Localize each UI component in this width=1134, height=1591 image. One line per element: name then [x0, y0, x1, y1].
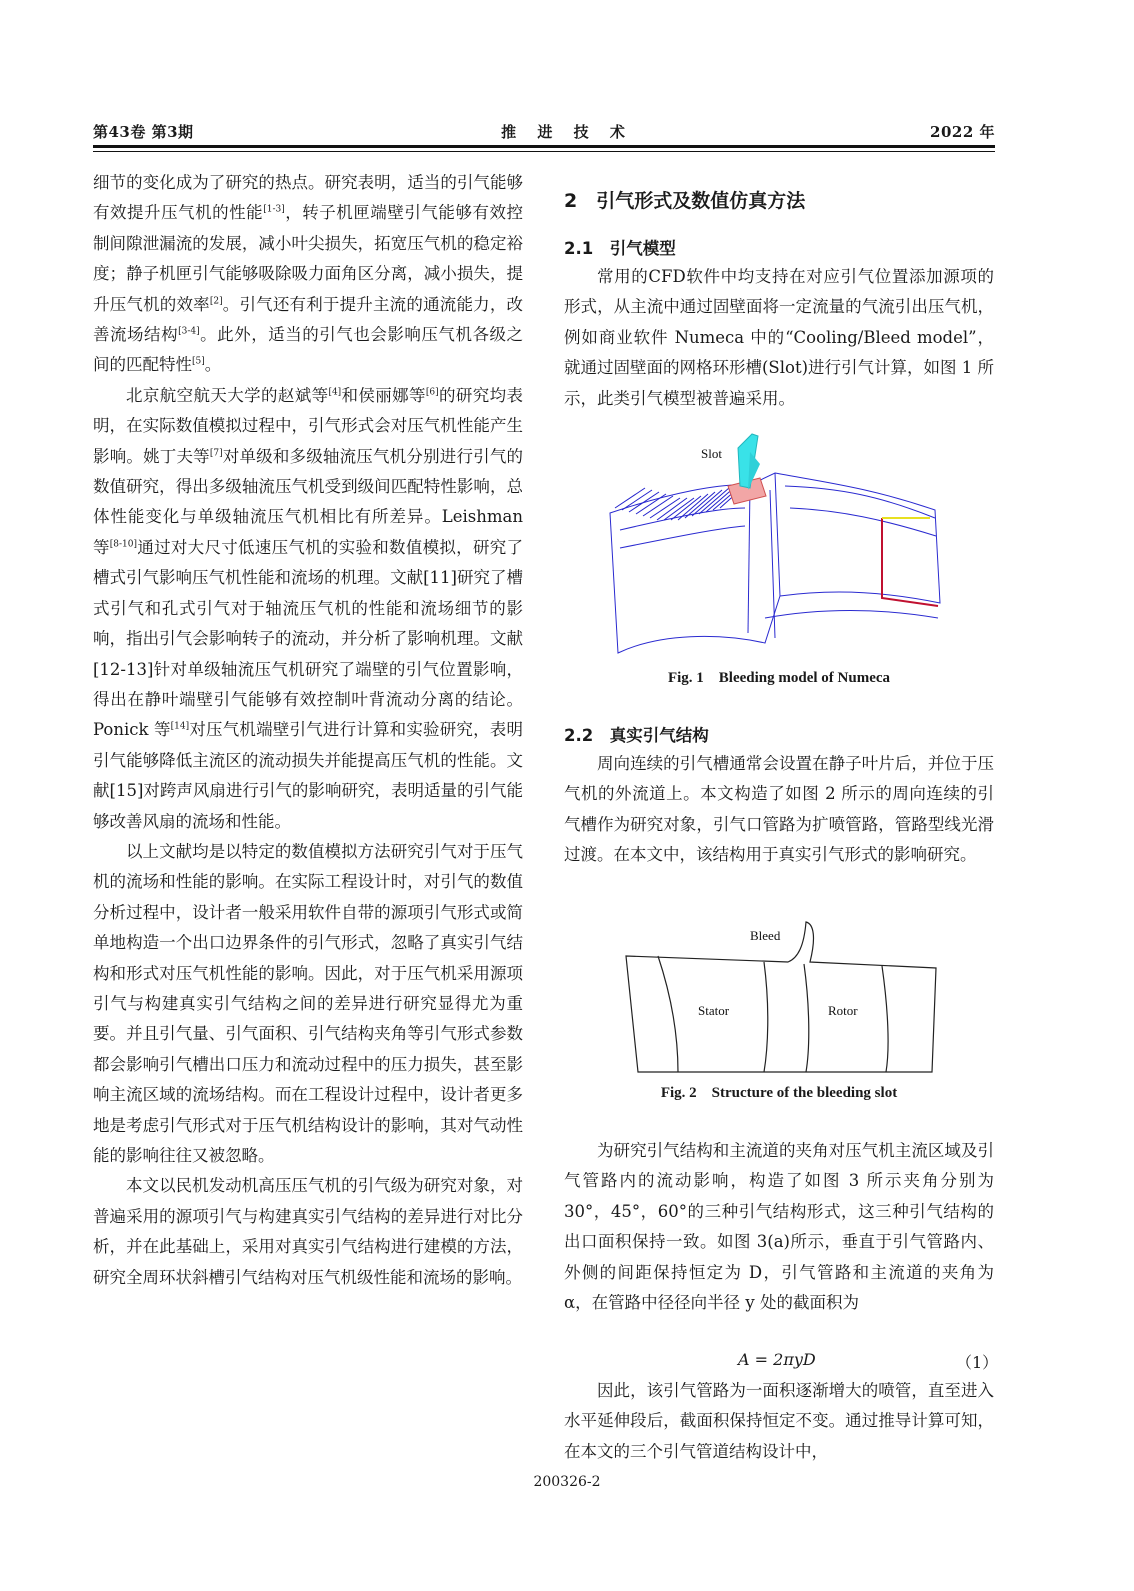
citation: [5] — [192, 356, 205, 367]
left-paragraph-2: 北京航空航天大学的赵斌等[4]和侯丽娜等[6]的研究均表明，在实际数值模拟过程中，引气形式会对压气机性能产生影响。姚丁夫等[7]对单级和多级轴流压气机分别进行引气的数值研究，得出多级轴流压气机受到级间匹配特性影响，总体性能变化与单级轴流压气机相比有所差异。Leishman 等[8-10]通过对大尺寸低速压气机的实验和数值模拟，研究了槽式引气影响压气机性能和流场的机理。文献[11]研究了槽式引气和孔式引气对于轴流压气机的性能和流场细节的影响，指出引气会影响转子的流动，并分析了影响机理。文献[12-13]针对单级轴流压气机研究了端壁的引气位置影响，得出在静叶端壁引气能够有效控制叶背流动分离的结论。Ponick 等[14]对压气机端壁引气进行计算和实验研究，表明引气能够降低主流区的流动损失并能提高压气机的性能。文献[15]对跨声风扇进行引气的影响研究，表明适量的引气能够改善风扇的流场和性能。 — [93, 385, 524, 831]
figure-1-bleeding-model — [600, 428, 960, 663]
subsection-2-2-text: 周向连续的引气槽通常会设置在静子叶片后，并位于压气机的外流道上。本文构造了如图 2 所示的周向连续的引气槽作为研究对象，引气口管路为扩喷管路，管路型线光滑过渡。在本文中，该结构用于真实引气形式的影响研究。 — [564, 754, 994, 865]
citation: [7] — [209, 448, 223, 459]
figure-2-caption: Fig. 2 Structure of the bleeding slot — [660, 1085, 898, 1101]
right-column-last — [564, 1376, 994, 1467]
citation: [4] — [328, 387, 342, 398]
header-rule-thin — [93, 151, 995, 152]
subsection-2-1-text: 常用的CFD软件中均支持在对应引气位置添加源项的形式，从主流中通过固壁面将一定流量的气流引出压气机，例如商业软件 Numeca 中的“Cooling/Bleed model”，就通过固壁面的网格环形槽(Slot)进行引气计算，如图 1 所示，此类引气模型被普遍采用。 — [564, 267, 995, 408]
figure-2-rotor-label: Rotor — [828, 1003, 858, 1018]
figure-2-stator-label: Stator — [698, 1003, 730, 1018]
figure-2-bleed-label: Bleed — [750, 928, 781, 943]
page-number: 200326-2 — [533, 1474, 601, 1490]
final-paragraph: 因此，该引气管路为一面积逐渐增大的喷管，直至进入水平延伸段后，截面积保持恒定不变。通过推导计算可知，在本文的三个引气管道结构设计中， — [564, 1381, 994, 1461]
citation: [1-3] — [263, 204, 285, 215]
header-journal-issue: 第43卷 第3期 — [93, 123, 194, 141]
subsection-title-2-2: 2.2 真实引气结构 — [564, 726, 709, 745]
figure-3-description: 为研究引气结构和主流道的夹角对压气机主流区域及引气管路内的流动影响，构造了如图 3 所示夹角分别为 30°，45°，60°的三种引气结构形式，这三种引气结构的出口面积保持一致。如图 3(a)所示，垂直于引气管路内、外侧的间距保持恒定为 D，引气管路和主流道的夹角为 α，在管路中径径向半径 y 处的截面积为 — [564, 1141, 994, 1313]
citation: [3-4] — [178, 326, 200, 337]
right-column-top — [564, 186, 994, 414]
header-journal-name: 推 进 技 术 — [501, 123, 633, 141]
equation-number-1: （1） — [956, 1353, 999, 1372]
figure-1-slot-label: Slot — [701, 446, 722, 461]
citation: [14] — [170, 721, 190, 732]
figure-2-bleeding-slot — [620, 918, 940, 1078]
header-year: 2022 年 — [930, 123, 995, 141]
left-paragraph-3: 以上文献均是以特定的数值模拟方法研究引气对于压气机的流场和性能的影响。在实际工程设计时，对引气的数值分析过程中，设计者一般采用软件自带的源项引气形式或简单地构造一个出口边界条件的引气形式，忽略了真实引气结构和形式对压气机性能的影响。因此，对于压气机采用源项引气与构建真实引气结构之间的差异进行研究显得尤为重要。并且引气量、引气面积、引气结构夹角等引气形式参数都会影响引气槽出口压力和流动过程中的压力损失，甚至影响主流区域的流场结构。而在工程设计过程中，设计者更多地是考虑引气形式对于压气机结构设计的影响，其对气动性能的影响往往又被忽略。 — [93, 841, 523, 1165]
citation: [2] — [209, 296, 223, 307]
right-column-bottom — [564, 1136, 994, 1318]
left-column — [93, 168, 523, 1293]
right-column-middle — [564, 722, 994, 871]
section-title: 2 引气形式及数值仿真方法 — [564, 190, 806, 212]
citation: [6] — [425, 387, 439, 398]
figure-1-caption: Fig. 1 Bleeding model of Numeca — [667, 670, 891, 686]
equation-1: A = 2πyD — [738, 1350, 816, 1369]
left-paragraph-4: 本文以民机发动机高压压气机的引气级为研究对象，对普遍采用的源项引气与构建真实引气结构的差异进行对比分析，并在此基础上，采用对真实引气结构进行建模的方法，研究全周环状斜槽引气结构对压气机级性能和流场的影响。 — [93, 1176, 523, 1287]
subsection-title-2-1: 2.1 引气模型 — [564, 239, 676, 258]
header-rule-thick — [93, 145, 995, 148]
left-paragraph-1: 细节的变化成为了研究的热点。研究表明，适当的引气能够有效提升压气机的性能[1-3]，转子机匣端壁引气能够有效控制间隙泄漏流的发展，减小叶尖损失，拓宽压气机的稳定裕度；静子机匣引气能够吸除吸力面角区分离，减小损失，提升压气机的效率[2]。引气还有利于提升主流的通流能力，改善流场结构[3-4]。此外，适当的引气也会影响压气机各级之间的匹配特性[5]。 — [93, 173, 524, 375]
citation: [8-10] — [109, 539, 138, 550]
